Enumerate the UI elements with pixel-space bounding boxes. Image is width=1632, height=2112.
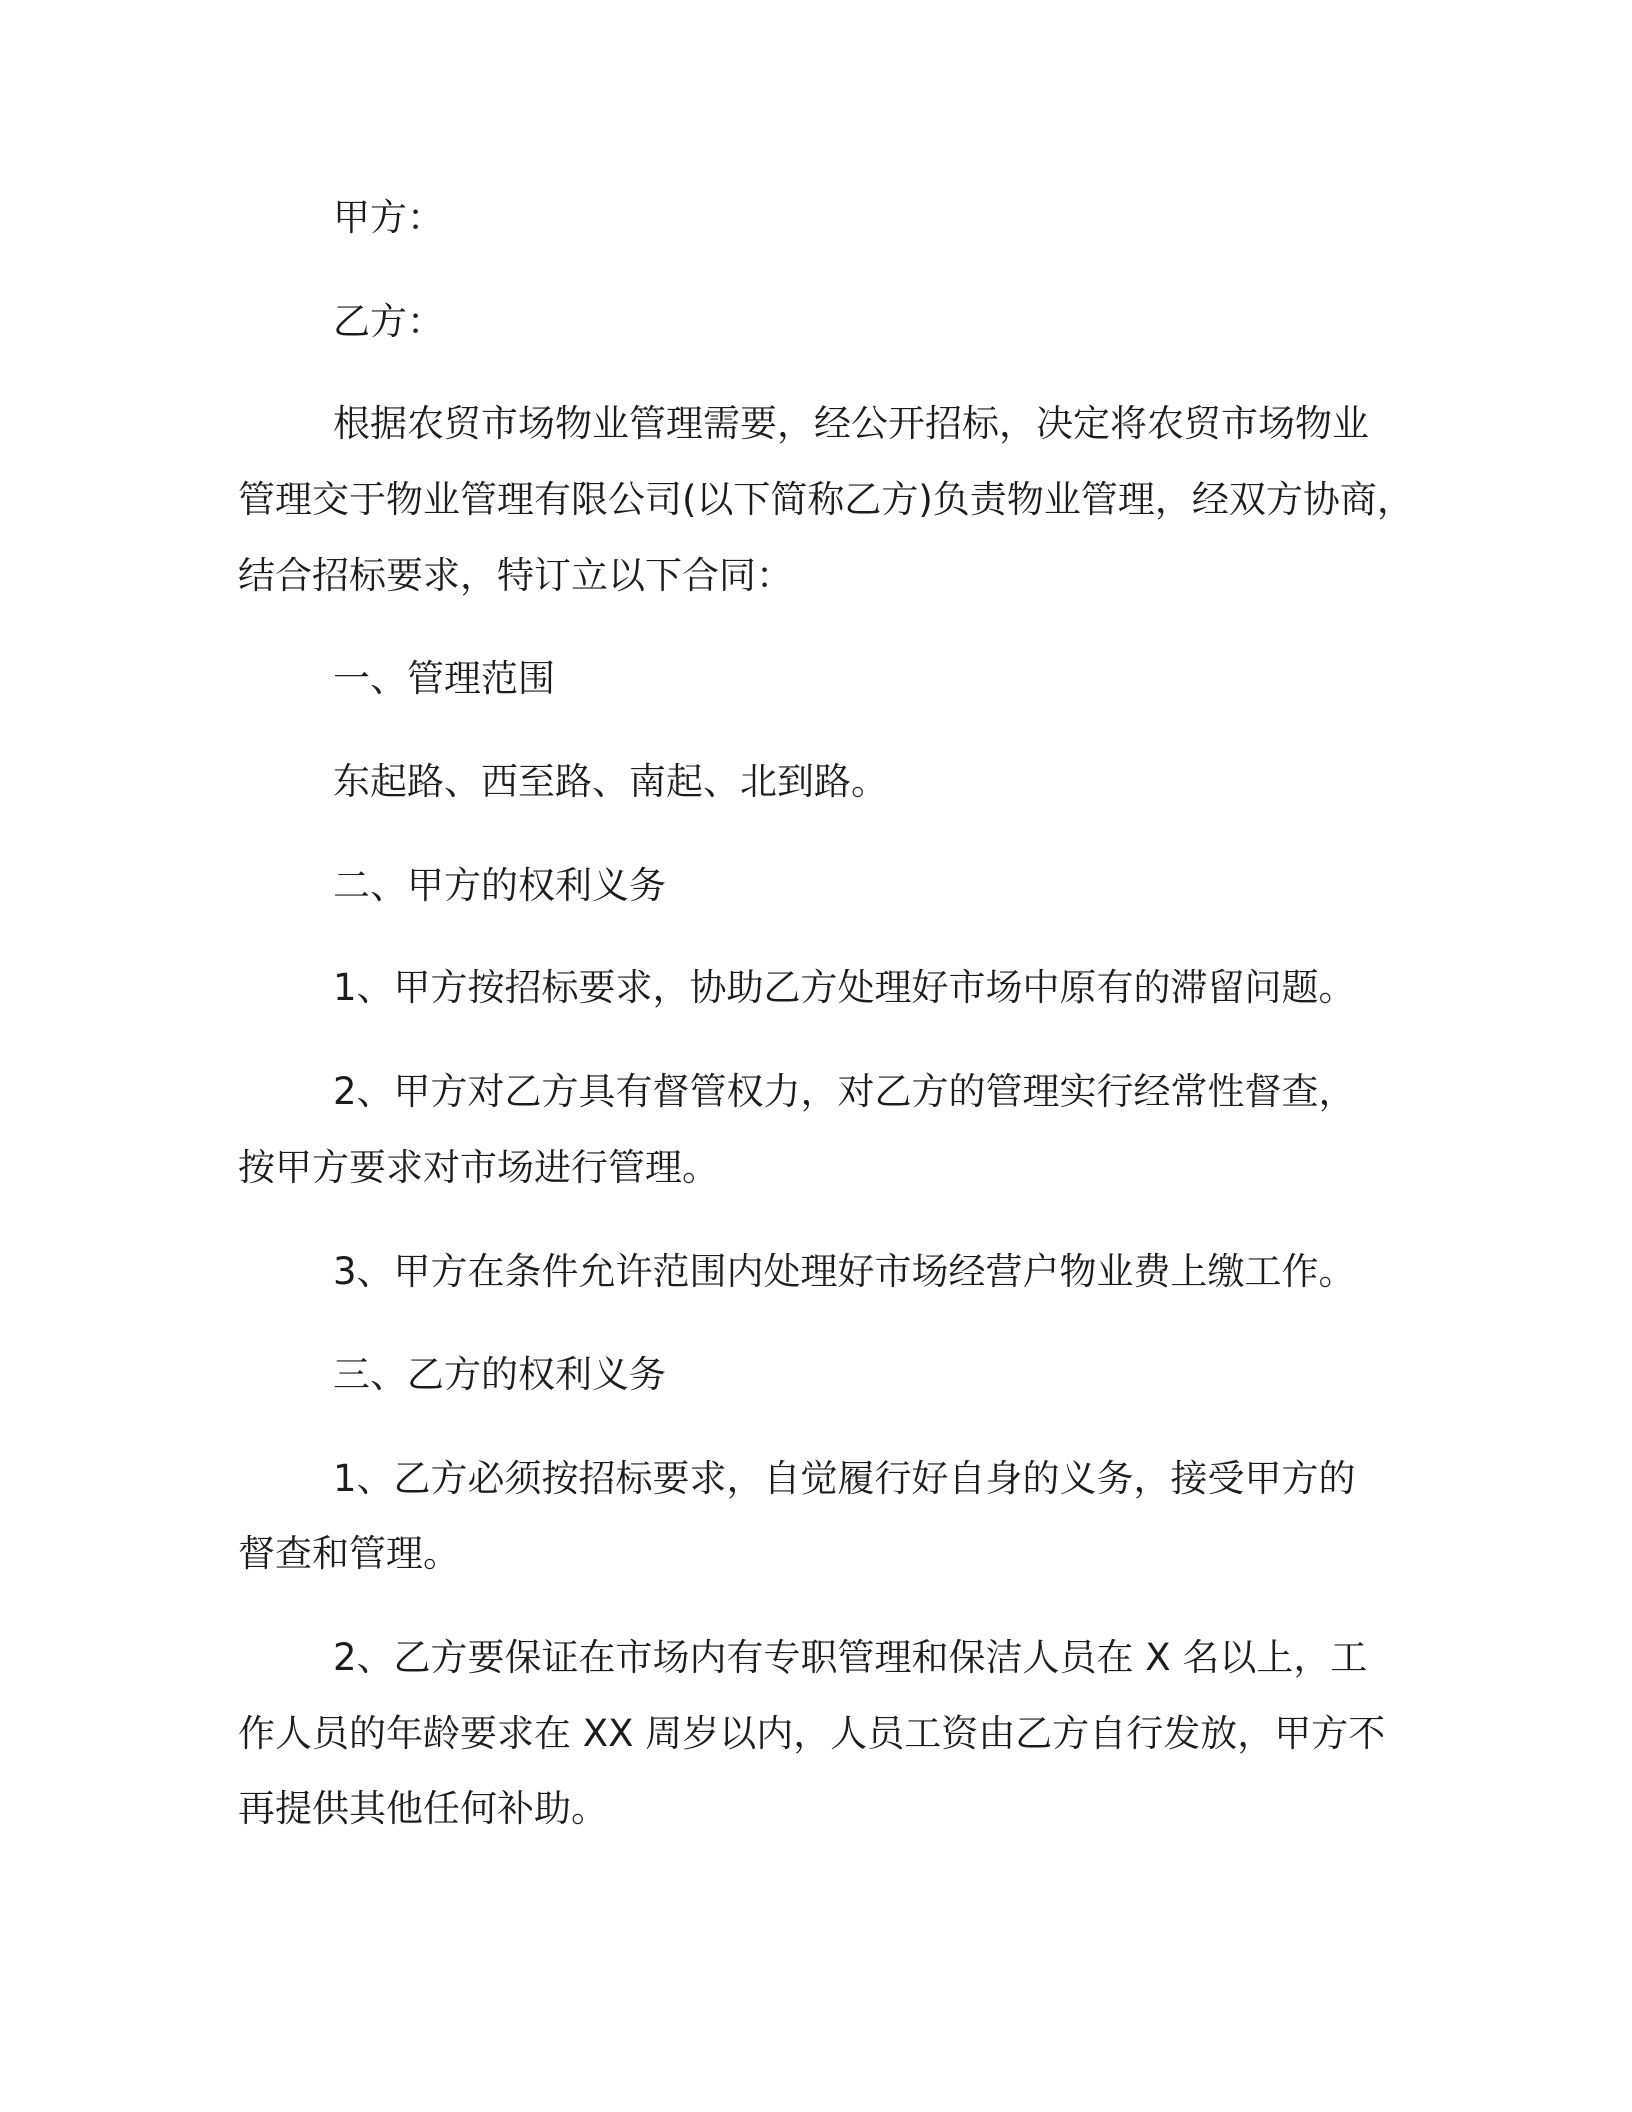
section-2-item-2-line-2: 按甲方要求对市场进行管理。 (238, 1146, 719, 1189)
preamble-line-1: 根据农贸市场物业管理需要，经公开招标，决定将农贸市场物业 (333, 402, 1369, 445)
section-1-body: 东起路、西至路、南起、北到路。 (333, 760, 888, 803)
section-2-item-3: 3、甲方在条件允许范围内处理好市场经营户物业费上缴工作。 (333, 1250, 1356, 1293)
party-b-line: 乙方： (333, 300, 444, 343)
section-2-heading: 二、甲方的权利义务 (333, 864, 666, 907)
section-3-item-2-line-2: 作人员的年龄要求在 XX 周岁以内，人员工资由乙方自行发放，甲方不 (238, 1712, 1386, 1755)
section-3-item-1-line-2: 督查和管理。 (238, 1532, 460, 1575)
preamble-line-2: 管理交于物业管理有限公司(以下简称乙方)负责物业管理，经双方协商， (238, 478, 1414, 521)
section-3-heading: 三、乙方的权利义务 (333, 1353, 666, 1396)
section-2-item-1: 1、甲方按招标要求，协助乙方处理好市场中原有的滞留问题。 (333, 966, 1356, 1009)
section-2-item-2-line-1: 2、甲方对乙方具有督管权力，对乙方的管理实行经常性督查， (333, 1070, 1356, 1113)
section-3-item-1-line-1: 1、乙方必须按招标要求，自觉履行好自身的义务，接受甲方的 (333, 1457, 1356, 1500)
section-1-heading: 一、管理范围 (333, 657, 555, 700)
party-a-line: 甲方： (333, 196, 444, 239)
section-3-item-2-line-1: 2、乙方要保证在市场内有专职管理和保洁人员在 X 名以上，工 (333, 1636, 1368, 1679)
section-3-item-2-line-3: 再提供其他任何补助。 (238, 1787, 608, 1830)
preamble-line-3: 结合招标要求，特订立以下合同： (238, 554, 793, 597)
